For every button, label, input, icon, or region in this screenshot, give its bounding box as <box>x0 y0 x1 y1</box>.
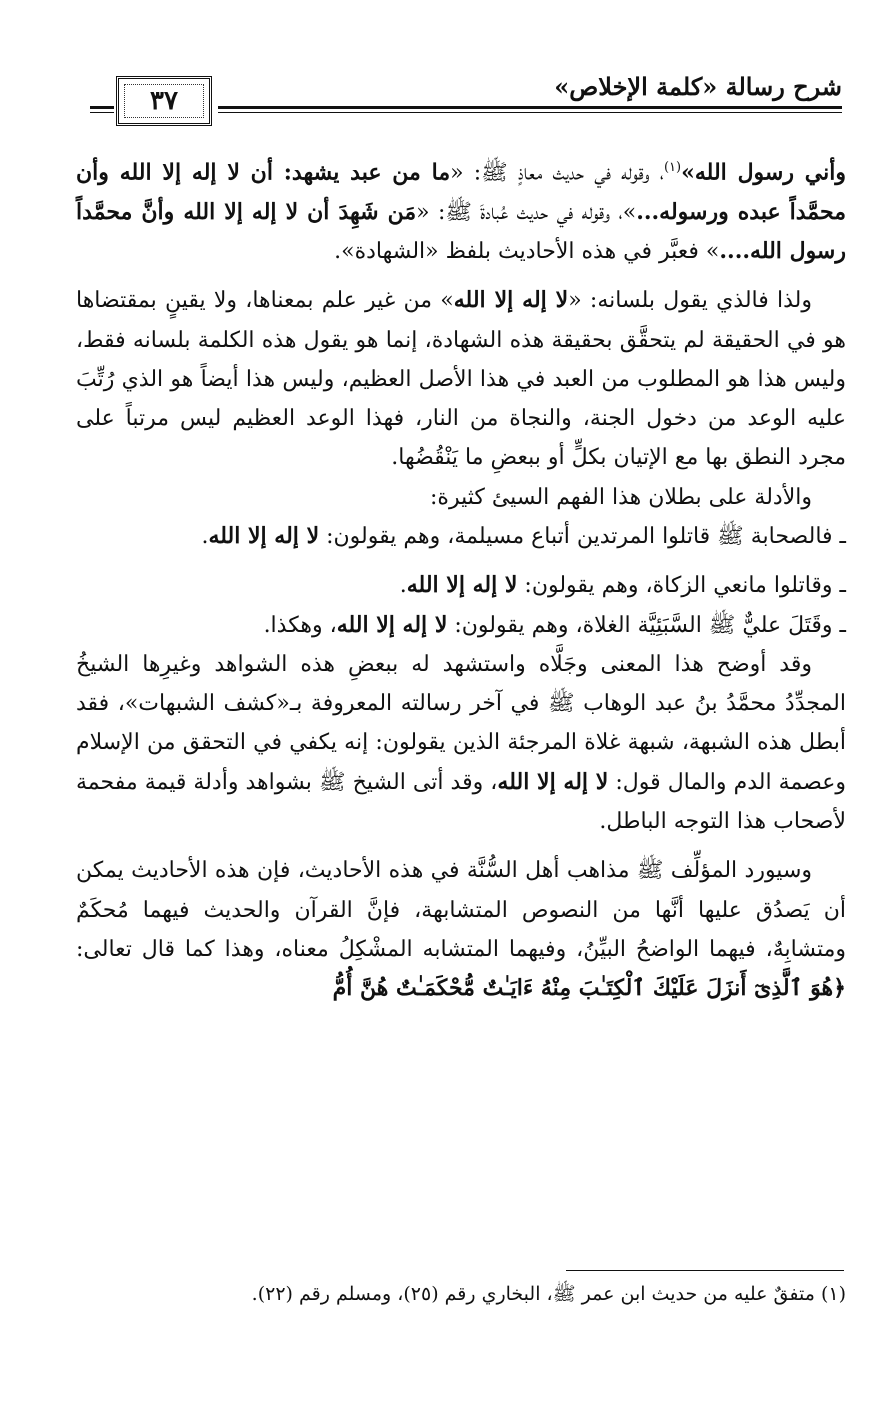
shahada-bold: لا إله إلا الله <box>497 768 609 795</box>
text-run: وقد أوضح هذا المعنى وجَلَّاه واستشهد له ببعضِ هذه الشواهد وغيرِها الشيخُ المجدِّدُ محمَّدُ بنُ عبد الوهاب ﷺ في آخر رسالته المعروفة بـ«كشف الشبهات»، فقد أبطل هذه الشبهة، شبهة غلاة المرجئة الذين يقولون: إنه يكفي في التحقق من الإسلام وعصمة الدم والمال قول: <box>76 651 846 795</box>
paragraph-2 <box>76 281 846 477</box>
running-header <box>90 62 842 132</box>
text-run: » من غير علم بمعناها، ولا يقينٍ بمقتضاها هو في الحقيقة لم يتحقَّق بحقيقة هذه الشهادة، إنما هو يقول هذه الكلمة بلسانه فقط، وليس هذا هو المطلوب من العبد في هذا الأصل العظيم، وليس هذا أيضاً هو الذي رُتِّبَ عليه الوعد من دخول الجنة، والنجاة من النار، فهذا الوعد العظيم ليس مرتباً على مجرد النطق بها مع الإتيان بكلٍّ أو ببعضِ ما يَنْقُضُها. <box>76 288 847 471</box>
hadith-quote: مَن شَهِدَ أن لا إله إلا الله وأنَّ محمَّداً رسول الله.... <box>76 198 846 264</box>
shahada-bold: لا إله إلا الله <box>208 523 320 549</box>
paragraph-5 <box>76 851 846 1008</box>
footnote-separator <box>566 1270 844 1271</box>
text-run: ، وقوله في حديث معاذٍ ﷺ: « <box>450 160 664 186</box>
text-run: » فعبَّر في هذه الأحاديث بلفظ «الشهادة». <box>334 238 720 264</box>
footnote-ref[interactable]: (١) <box>663 160 682 175</box>
bullet-2 <box>76 566 846 605</box>
main-text <box>76 148 846 1009</box>
bullet-3 <box>76 606 846 645</box>
page-number-box <box>116 76 212 126</box>
quote-bold: وأني رسول الله» <box>681 159 846 186</box>
text-run: ـ وقاتلوا مانعي الزكاة، وهم يقولون: <box>517 573 846 599</box>
footnote: (١) متفقٌ عليه من حديث ابن عمر ﷺ، البخاري رقم (٢٥)، ومسلم رقم (٢٢). <box>251 1283 846 1305</box>
paragraph-3: والأدلة على بطلان هذا الفهم السيئ كثيرة: <box>430 484 812 510</box>
text-run: . <box>201 524 209 549</box>
paragraph-4 <box>76 645 846 841</box>
header-rule-thin <box>218 112 842 113</box>
header-rule-tail <box>90 106 114 109</box>
text-run: . <box>399 573 407 599</box>
text-run: وسيورد المؤلِّف ﷺ مذاهب أهل السُّنَّة في هذه الأحاديث، فإن هذه الأحاديث يمكن أن يَصدُق عليها أنَّها من النصوص المتشابهة، فإنَّ القرآن والحديث فيهما مُحكَمٌ ومتشابِهٌ، فيهما الواضحُ البيِّنُ، وفيهما المتشابه المشْكِلُ معناه، وهذا كما قال تعالى: <box>76 858 846 962</box>
text-run: ، وقد أتى الشيخ ﷺ بشواهد وأدلة قيمة مفحمة لأصحاب هذا التوجه الباطل. <box>76 769 846 835</box>
page-number: ٣٧ <box>150 86 178 116</box>
header-rule <box>218 106 842 109</box>
text-run: ـ وقَتَلَ عليٌّ ﷺ السَّبَئِيَّة الغلاة، وهم يقولون: <box>447 612 846 638</box>
hadith-quote: ما من عبد يشهد: أن لا إله إلا الله وأن محمَّداً عبده ورسوله... <box>76 159 846 225</box>
text-run: ـ فالصحابة ﷺ قاتلوا المرتدين أتباع مسيلمة، وهم يقولون: <box>319 524 846 549</box>
header-title: شرح رسالة «كلمة الإخلاص» <box>554 72 842 101</box>
paragraph-1 <box>76 148 846 271</box>
shahada-bold: لا إله إلا الله <box>406 572 518 599</box>
shahada-bold: لا إله إلا الله <box>453 287 569 314</box>
quran-verse: ﴿هُوَ ٱلَّذِىٓ أَنزَلَ عَلَيْكَ ٱلْكِتَـٰبَ مِنْهُ ءَايَـٰتٌ مُّحْكَمَـٰتٌ هُنَّ أُمُّ <box>332 975 846 1002</box>
header-rule-tail-thin <box>90 112 114 113</box>
text-run: ، وهكذا. <box>263 612 337 638</box>
text-run: »، وقوله في حديث عُبادةَ ﷺ: « <box>416 199 637 225</box>
text-run: ولذا فالذي يقول بلسانه: « <box>568 288 813 314</box>
bullet-1 <box>76 517 846 556</box>
shahada-bold: لا إله إلا الله <box>336 611 448 638</box>
